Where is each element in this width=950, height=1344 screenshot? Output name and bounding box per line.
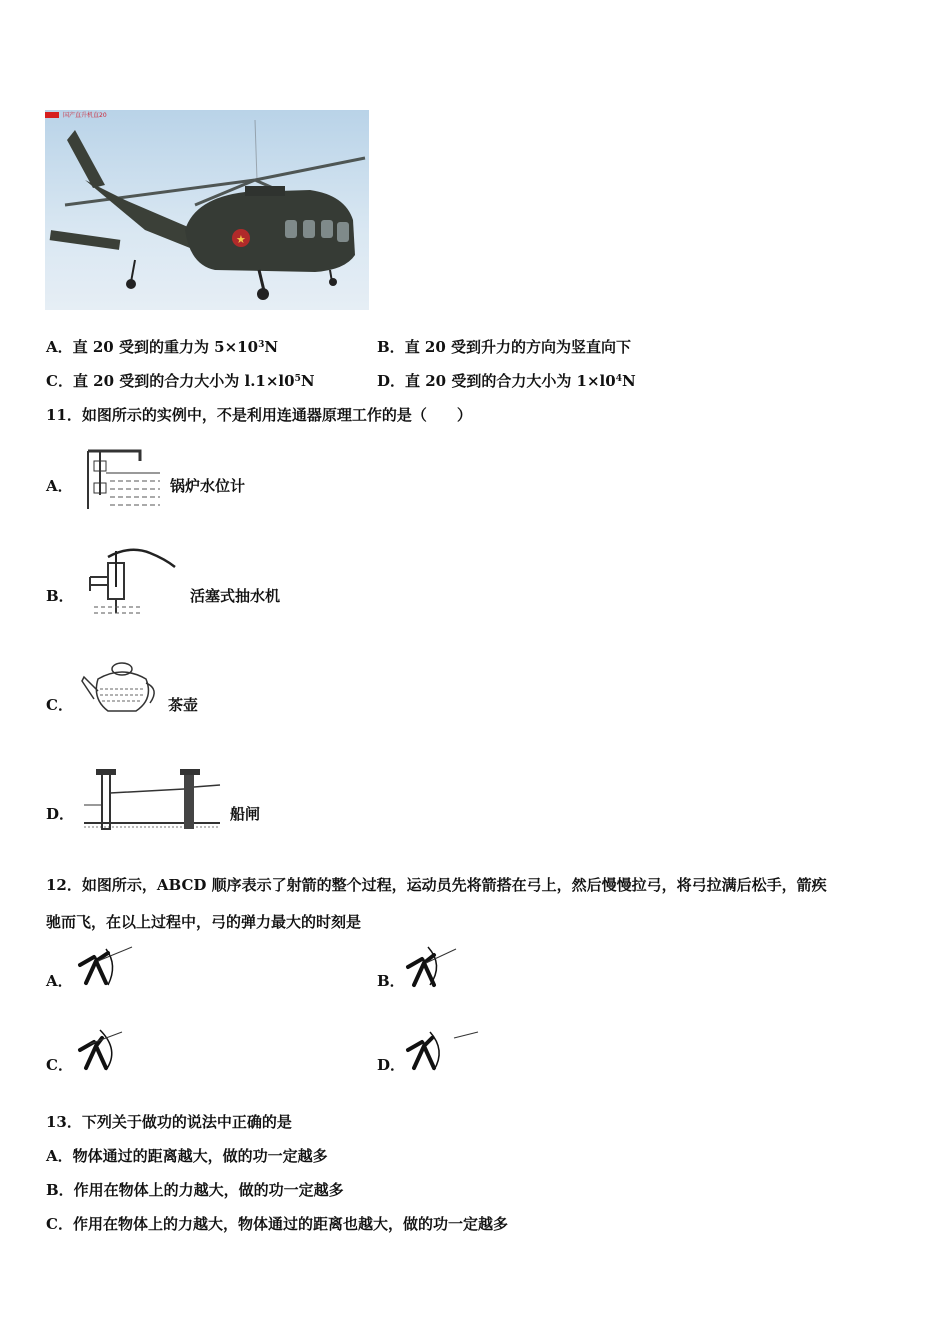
svg-text:★: ★: [236, 233, 246, 246]
q13-option-a[interactable]: A．物体通过的距离越大，做的功一定越多: [46, 1147, 328, 1165]
archer-b-figure: [404, 943, 464, 991]
helicopter-photo: [45, 110, 369, 310]
q11-option-c-label: 茶壶: [168, 696, 199, 714]
boiler-gauge-figure: [80, 443, 165, 513]
photo-caption: 国产直升机直20: [63, 112, 107, 119]
q11-stem: 11．如图所示的实例中，不是利用连通器原理工作的是（ ）: [46, 406, 472, 424]
archer-c-figure: [76, 1026, 136, 1074]
q10-option-d[interactable]: D．直 20 受到的合力大小为 $1\times l0^4N$: [377, 372, 636, 390]
helicopter-drawing: [45, 110, 369, 310]
q11-option-b-letter[interactable]: B．: [46, 587, 74, 605]
q12-option-b[interactable]: B．: [377, 972, 405, 990]
caption-red-bar: [45, 112, 59, 118]
archer-a-figure: [76, 943, 136, 991]
q11-option-b-label: 活塞式抽水机: [190, 587, 281, 605]
q13-stem: 13．下列关于做功的说法中正确的是: [46, 1113, 292, 1131]
piston-pump-figure: [80, 547, 180, 619]
q11-option-a-letter[interactable]: A．: [46, 477, 73, 495]
q13-option-c[interactable]: C．作用在物体上的力越大，物体通过的距离也越大，做的功一定越多: [46, 1215, 508, 1233]
archer-d-figure: [404, 1024, 482, 1074]
q12-stem-line2: 驰而飞，在以上过程中，弓的弹力最大的时刻是: [46, 913, 362, 931]
ship-lock-figure: [80, 765, 225, 835]
q11-option-a-label: 锅炉水位计: [170, 477, 246, 495]
q12-stem-line1: 12．如图所示，ABCD 顺序表示了射箭的整个过程，运动员先将箭搭在弓上，然后慢慢拉弓，将弓拉满后松手，箭疾: [46, 876, 827, 894]
q13-option-b[interactable]: B．作用在物体上的力越大，做的功一定越多: [46, 1181, 344, 1199]
q11-option-d-label: 船闸: [230, 805, 261, 823]
q11-option-d-letter[interactable]: D．: [46, 805, 75, 823]
teapot-figure: [80, 655, 165, 717]
q10-option-a[interactable]: A．直 20 受到的重力为 $5\times 10^3N$: [46, 338, 279, 356]
q12-option-a[interactable]: A．: [46, 972, 73, 990]
q10-option-c[interactable]: C．直 20 受到的合力大小为 $l.1\times l0^5N$: [46, 372, 315, 390]
q12-option-c[interactable]: C．: [46, 1056, 73, 1074]
q11-option-c-letter[interactable]: C．: [46, 696, 73, 714]
q10-option-b[interactable]: B．直 20 受到升力的方向为竖直向下: [377, 338, 632, 356]
q12-option-d[interactable]: D．: [377, 1056, 406, 1074]
